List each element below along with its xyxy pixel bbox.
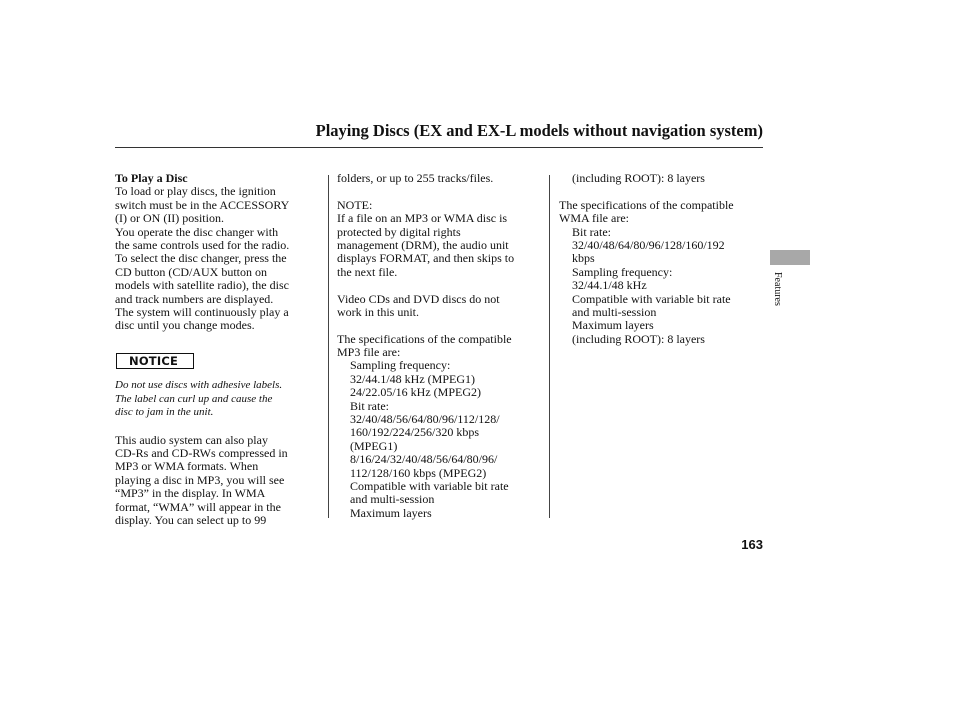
spec-item: Bit rate: [572, 224, 611, 239]
body-line: work in this unit. [337, 304, 420, 319]
body-line: the next file. [337, 264, 398, 279]
body-line: disc until you change modes. [115, 318, 255, 333]
spec-item: 32/40/48/64/80/96/128/160/192 [572, 237, 725, 252]
page-title: Playing Discs (EX and EX-L models without navigation system) [315, 121, 763, 140]
spec-item: Maximum layers [350, 505, 432, 520]
body-line: display. You can select up to 99 [115, 512, 267, 527]
spec-item: Sampling frequency: [350, 358, 451, 373]
body-line: The specifications of the compatible [559, 197, 734, 212]
body-line: playing a disc in MP3, you will see [115, 472, 285, 487]
body-line: MP3 or WMA formats. When [115, 459, 259, 474]
spacer [337, 185, 542, 198]
body-line: management (DRM), the audio unit [337, 237, 509, 252]
spec-item: Bit rate: [350, 398, 389, 413]
spec-item: (including ROOT): 8 layers [572, 171, 705, 185]
notice-line: The label can curl up and cause the [115, 392, 273, 405]
body-line: models with satellite radio), the disc [115, 278, 289, 293]
column-divider [549, 175, 550, 518]
body-line: This audio system can also play [115, 432, 268, 447]
page-number: 163 [741, 537, 763, 552]
spacer [337, 319, 542, 332]
spec-item: and multi-session [572, 304, 657, 319]
spec-item: 8/16/24/32/40/48/56/64/80/96/ [350, 452, 498, 467]
body-line: displays FORMAT, and then skips to [337, 251, 515, 266]
column-3 [559, 172, 764, 346]
body-line: To select the disc changer, press the [115, 251, 287, 266]
title-divider [115, 147, 763, 148]
spec-item: 32/44.1/48 kHz [572, 278, 647, 293]
section-heading: To Play a Disc [115, 171, 188, 185]
spec-item: (MPEG1) [350, 438, 398, 453]
body-line: CD-Rs and CD-RWs compressed in [115, 445, 288, 460]
spec-item: 32/44.1/48 kHz (MPEG1) [350, 371, 475, 386]
body-line: WMA file are: [559, 211, 629, 226]
note-label: NOTE: [337, 197, 373, 212]
spec-item: (including ROOT): 8 layers [572, 331, 705, 346]
spec-item: Sampling frequency: [572, 264, 673, 279]
spacer [559, 185, 764, 198]
notice-text [115, 379, 320, 420]
body-line: folders, or up to 255 tracks/files. [337, 171, 494, 185]
spec-item: 32/40/48/56/64/80/96/112/128/ [350, 412, 500, 427]
notice-line: disc to jam in the unit. [115, 406, 214, 419]
spec-item: Maximum layers [572, 318, 654, 333]
notice-badge: NOTICE [116, 353, 194, 369]
body-line: If a file on an MP3 or WMA disc is [337, 211, 508, 226]
section-tab-label: Features [772, 272, 783, 306]
body-line: “MP3” in the display. In WMA [115, 486, 266, 501]
notice-line: Do not use discs with adhesive labels. [115, 379, 283, 392]
body-line: To load or play discs, the ignition [115, 184, 276, 199]
column-1 [115, 172, 320, 527]
spacer [115, 333, 320, 346]
body-line: the same controls used for the radio. [115, 237, 290, 252]
body-line: and track numbers are displayed. [115, 291, 274, 306]
spec-item: kbps [572, 251, 595, 266]
section-tab-marker [770, 250, 810, 265]
spec-item: 160/192/224/256/320 kbps [350, 425, 480, 440]
body-line: Video CDs and DVD discs do not [337, 291, 500, 306]
spec-item: Compatible with variable bit rate [350, 478, 509, 493]
spec-item: Compatible with variable bit rate [572, 291, 731, 306]
column-2 [337, 172, 542, 520]
body-line: CD button (CD/AUX button on [115, 264, 268, 279]
body-line: switch must be in the ACCESSORY [115, 197, 290, 212]
spec-item: 112/128/160 kbps (MPEG2) [350, 465, 487, 480]
spec-item: and multi-session [350, 492, 435, 507]
body-line: format, “WMA” will appear in the [115, 499, 281, 514]
column-divider [328, 175, 329, 518]
body-line: (I) or ON (II) position. [115, 211, 224, 226]
spec-item: 24/22.05/16 kHz (MPEG2) [350, 385, 481, 400]
body-line: protected by digital rights [337, 224, 461, 239]
body-line: MP3 file are: [337, 345, 401, 360]
mp3-paragraph [115, 434, 320, 528]
spacer [337, 279, 542, 292]
body-line: The specifications of the compatible [337, 331, 512, 346]
body-line: The system will continuously play a [115, 304, 289, 319]
body-line: You operate the disc changer with [115, 224, 279, 239]
